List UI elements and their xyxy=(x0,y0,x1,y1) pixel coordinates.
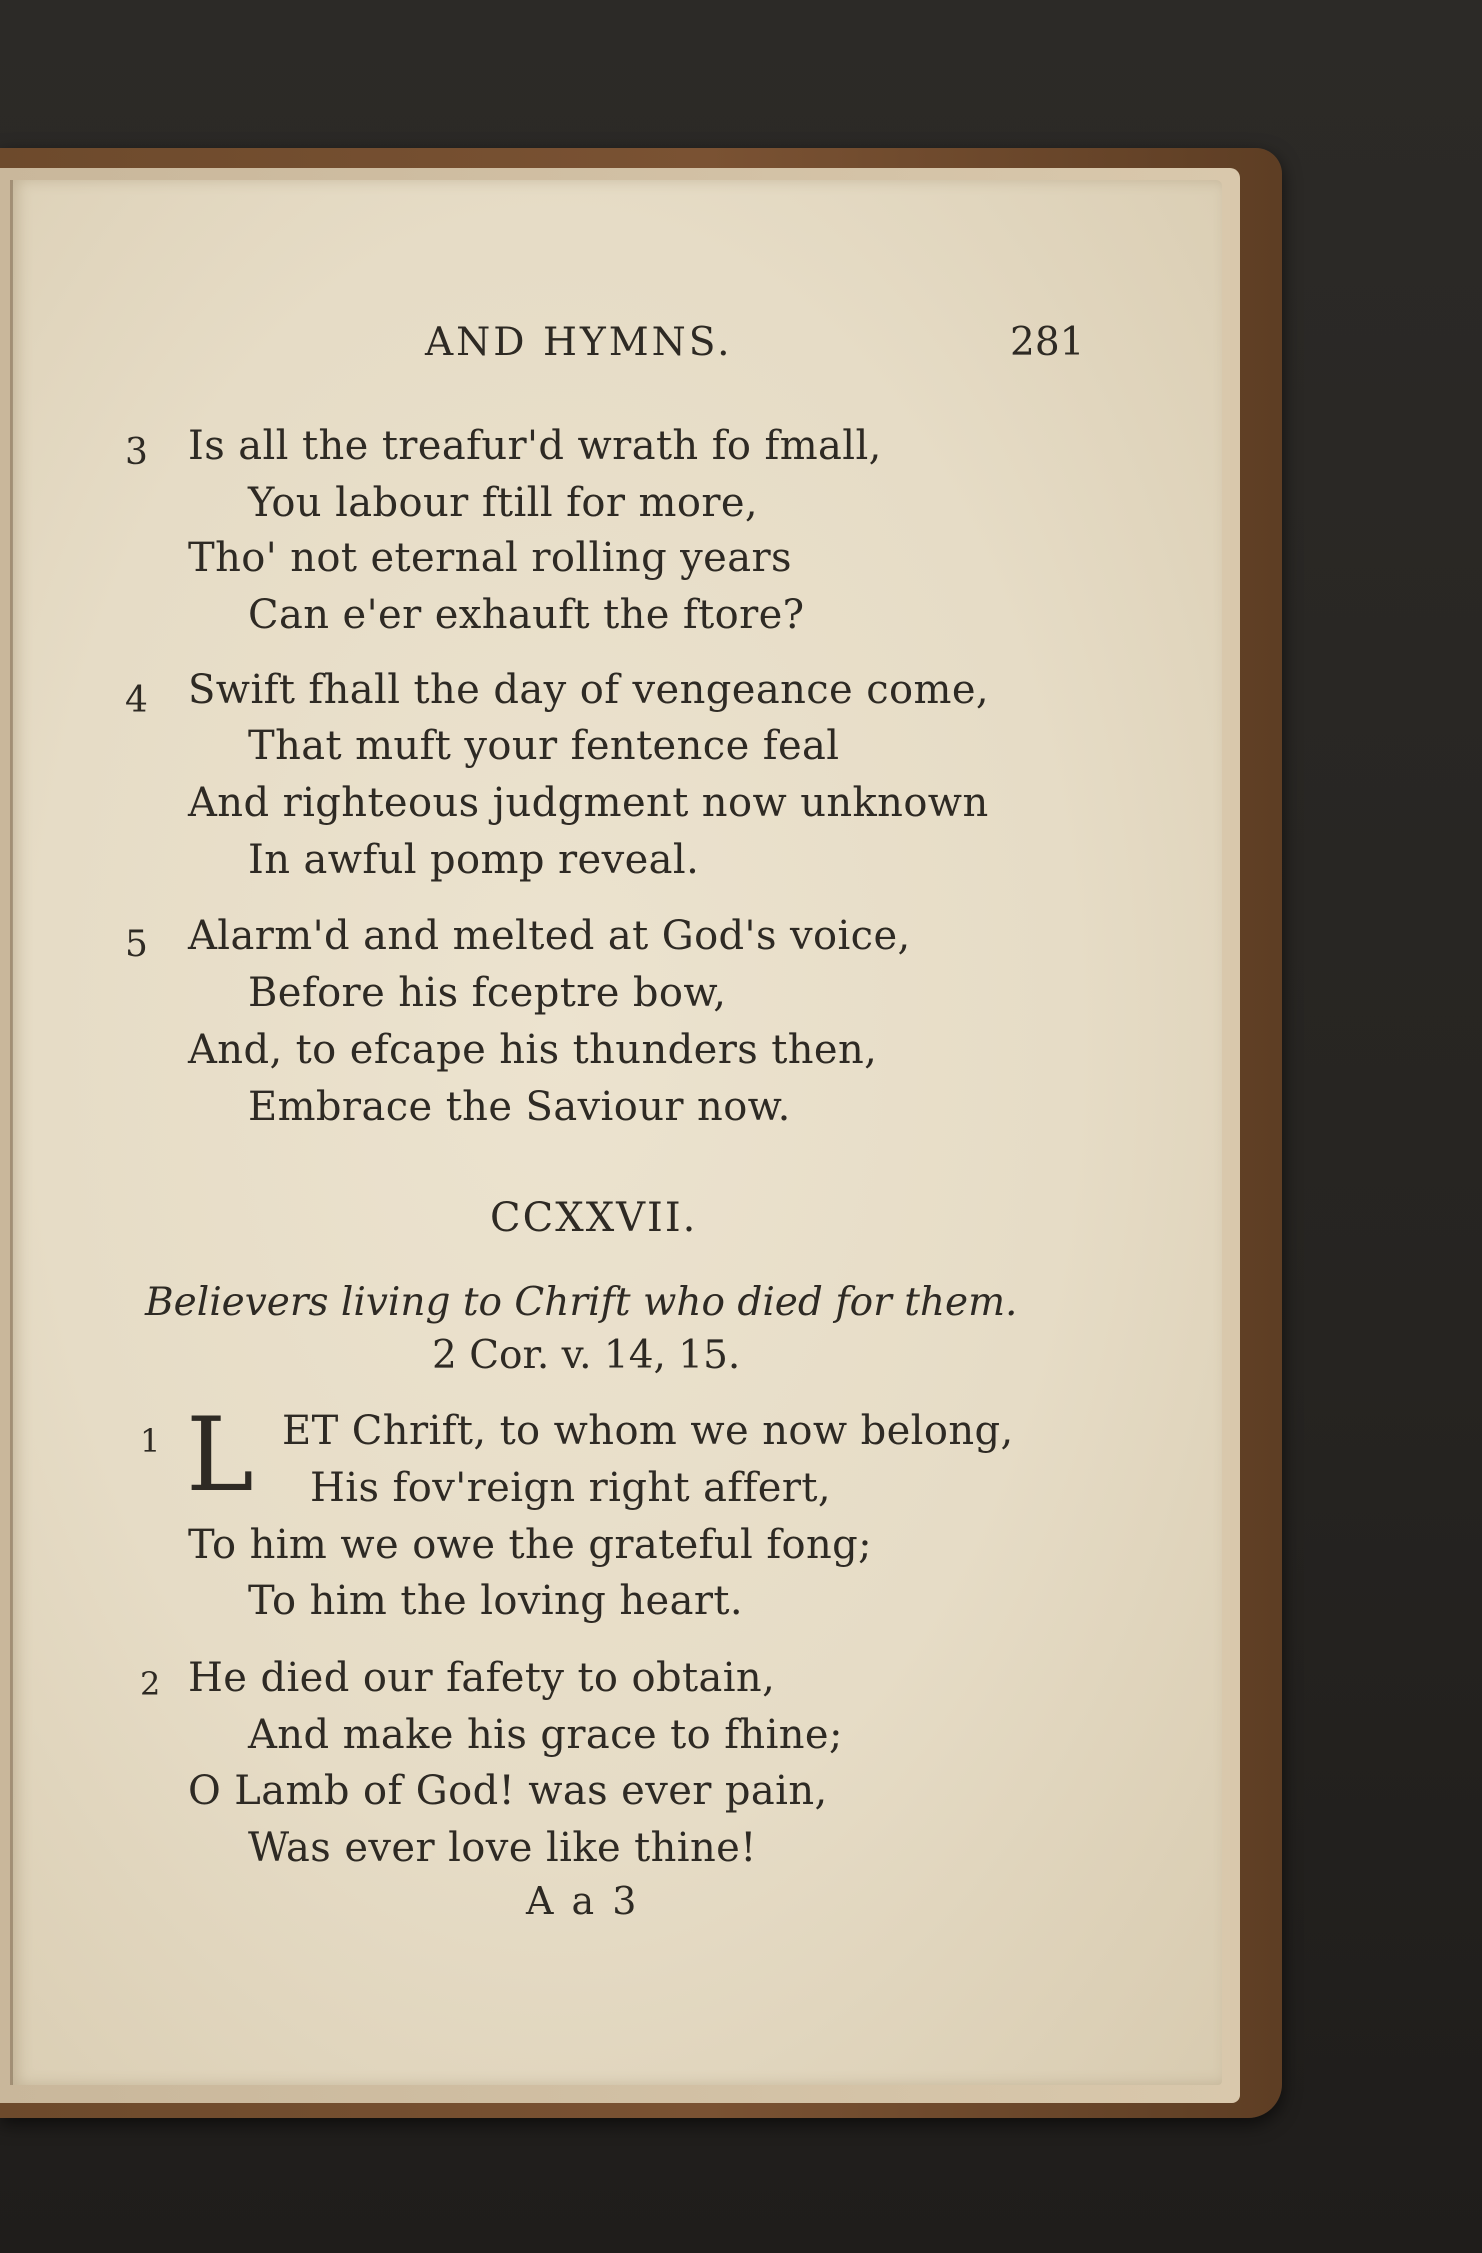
stanza-number: 3 xyxy=(125,432,148,473)
stanza-number: 2 xyxy=(140,1665,161,1703)
verse-line: Before his fceptre bow, xyxy=(248,970,727,1016)
verse-line: O Lamb of God! was ever pain, xyxy=(188,1768,828,1814)
verse-line: In awful pomp reveal. xyxy=(248,837,700,883)
verse-line: His fov'reign right affert, xyxy=(310,1465,831,1511)
verse-line: Alarm'd and melted at God's voice, xyxy=(188,913,911,959)
verse-line: Can e'er exhauft the ftore? xyxy=(248,592,805,638)
page-gutter xyxy=(10,180,13,2085)
verse-line: You labour ftill for more, xyxy=(248,480,759,526)
drop-cap: L xyxy=(186,1396,254,1515)
verse-line: Tho' not eternal rolling years xyxy=(188,535,792,581)
verse-line: And make his grace to fhine; xyxy=(248,1712,843,1758)
verse-line: To him we owe the grateful fong; xyxy=(188,1522,873,1568)
signature-mark: A a 3 xyxy=(526,1879,640,1923)
stanza-number: 1 xyxy=(140,1422,161,1460)
verse-line: Swift fhall the day of vengeance come, xyxy=(188,667,990,713)
running-head: AND HYMNS. xyxy=(425,320,733,365)
hymn-number: CCXXVII. xyxy=(490,1195,698,1241)
verse-line: Embrace the Saviour now. xyxy=(248,1084,791,1130)
verse-line: ET Chrift, to whom we now belong, xyxy=(282,1408,1014,1454)
verse-line: And righteous judgment now unknown xyxy=(188,780,989,826)
page-number: 281 xyxy=(1010,320,1085,365)
stanza-number: 4 xyxy=(125,680,148,721)
verse-line: Was ever love like thine! xyxy=(248,1825,757,1871)
verse-line: To him the loving heart. xyxy=(248,1578,743,1624)
verse-line: He died our fafety to obtain, xyxy=(188,1655,776,1701)
hymn-title: Believers living to Chrift who died for them. xyxy=(145,1280,1018,1325)
verse-line: That muft your fentence feal xyxy=(248,723,840,769)
scripture-reference: 2 Cor. v. 14, 15. xyxy=(432,1333,741,1378)
verse-line: Is all the treafur'd wrath fo fmall, xyxy=(188,423,882,469)
verse-line: And, to efcape his thunders then, xyxy=(188,1027,878,1073)
stanza-number: 5 xyxy=(125,924,148,965)
